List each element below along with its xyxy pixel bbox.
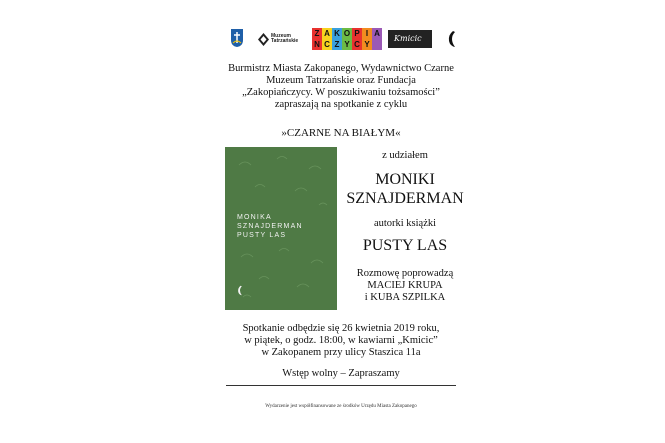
zako-letter: Z bbox=[332, 39, 342, 50]
zakopane-crest-icon bbox=[230, 28, 244, 48]
book-cover bbox=[225, 147, 337, 310]
intro-line: Muzeum Tatrzańskie oraz Fundacja bbox=[266, 75, 416, 86]
hosts-line: i KUBA SZPILKA bbox=[364, 292, 446, 303]
entry-info: Wstęp wolny – Zapraszamy bbox=[282, 368, 400, 379]
intro-line: „Zakopiańczycy. W poszukiwaniu tożsamości” bbox=[242, 87, 440, 98]
zako-letter: K bbox=[332, 28, 342, 39]
museum-logo bbox=[258, 32, 308, 48]
with-label: z udziałem bbox=[382, 150, 428, 161]
guest-name-first: MONIKI bbox=[375, 171, 435, 188]
zako-letter: P bbox=[352, 28, 362, 39]
kmicic-logo-text: Kmicic bbox=[394, 34, 422, 43]
meeting-line: w Zakopanem przy ulicy Staszica 11a bbox=[261, 347, 421, 358]
zako-letter bbox=[372, 39, 382, 50]
zako-letter: I bbox=[362, 28, 372, 39]
meeting-line: Spotkanie odbędzie się 26 kwietnia 2019 roku, bbox=[242, 323, 440, 334]
intro-line: zapraszają na spotkanie z cyklu bbox=[274, 99, 408, 110]
cover-title: PUSTY LAS bbox=[237, 232, 287, 239]
cover-author-first: MONIKA bbox=[237, 214, 272, 221]
zako-letter: Z bbox=[312, 28, 322, 39]
kmicic-logo bbox=[388, 30, 432, 48]
zako-letter: N bbox=[312, 39, 322, 50]
divider bbox=[226, 385, 456, 386]
cover-text bbox=[237, 213, 303, 240]
zako-letter: Y bbox=[362, 39, 372, 50]
zako-letter: A bbox=[322, 28, 332, 39]
zako-letter: Y bbox=[342, 39, 352, 50]
zako-letter: O bbox=[343, 29, 351, 38]
funding-note: Wydarzenie jest współfinansowane ze środków Urzędu Miasta Zakopanego bbox=[265, 404, 417, 409]
book-title: PUSTY LAS bbox=[362, 237, 448, 254]
intro-line: Burmistrz Miasta Zakopanego, Wydawnictwo Czarne bbox=[228, 63, 454, 74]
cycle-title: »CZARNE NA BIAŁYM« bbox=[281, 127, 401, 139]
museum-mark-icon bbox=[258, 33, 269, 46]
hosts-line: Rozmowę poprowadzą bbox=[356, 268, 454, 279]
guest-name-last: SZNAJDERMAN bbox=[346, 190, 464, 207]
cover-author-last: SZNAJDERMAN bbox=[237, 223, 303, 230]
guest-name bbox=[342, 170, 468, 208]
zako-letter: A bbox=[372, 28, 382, 39]
meeting-details bbox=[212, 323, 470, 359]
zakopianczycy-logo bbox=[312, 28, 382, 50]
museum-logo-text: Muzeum Tatrzańskie bbox=[271, 33, 299, 44]
sponsor-logos bbox=[230, 28, 462, 52]
hosts bbox=[342, 268, 468, 304]
hosts-line: MACIEJ KRUPA bbox=[367, 280, 443, 291]
zako-letter: C bbox=[322, 39, 332, 50]
cover-publisher-icon bbox=[237, 285, 243, 296]
czarne-crow-icon bbox=[447, 30, 457, 48]
zako-letter: C bbox=[352, 39, 362, 50]
author-of-label: autorki książki bbox=[373, 218, 437, 229]
meeting-line: w piątek, o godz. 18:00, w kawiarni „Kmicic” bbox=[244, 335, 438, 346]
invitation-intro bbox=[212, 63, 470, 111]
